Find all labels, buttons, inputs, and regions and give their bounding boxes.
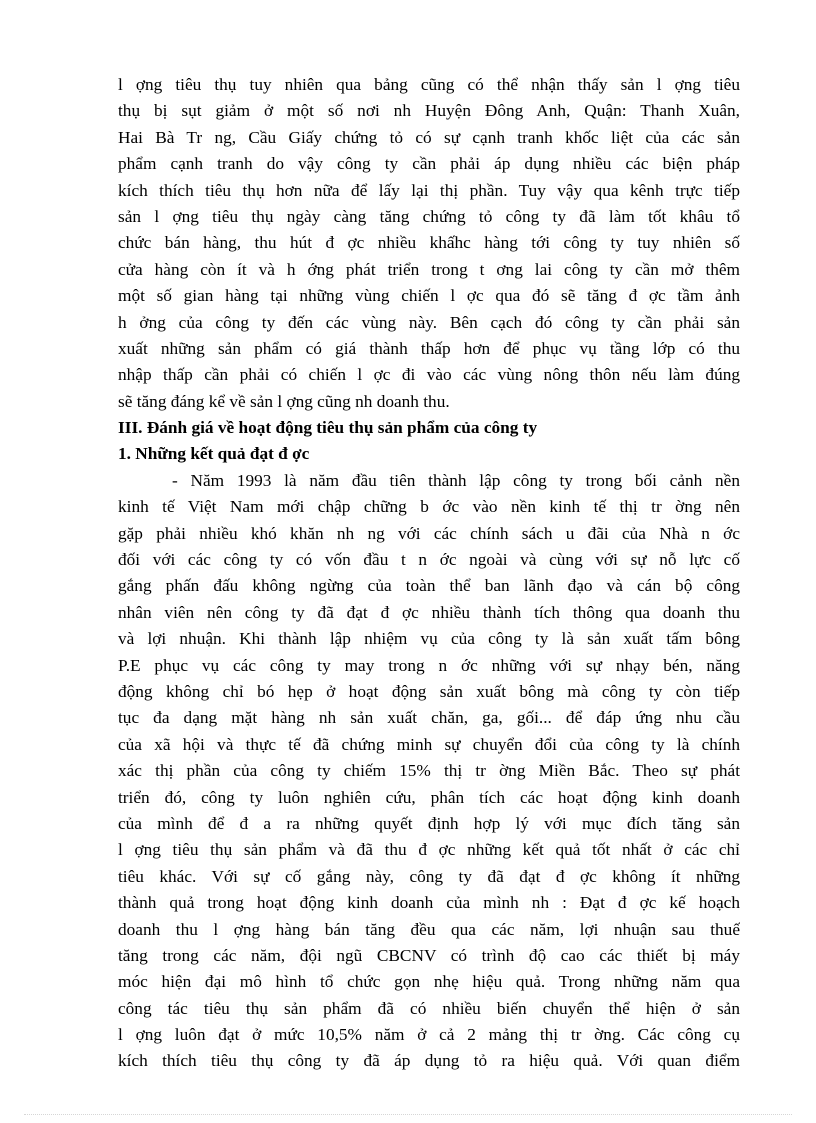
document-page [118, 72, 740, 1075]
text-line: phẩm cạnh tranh do vậy công ty cần phải áp dụng nhiều các biện pháp [118, 154, 740, 174]
text-line: tục đa dạng mặt hàng nh sản xuất chăn, ga, gối... để đáp ứng nhu cầu [118, 708, 740, 728]
text-line: kinh tế Việt Nam mới chập chững b ớc vào nền kinh tế thị tr ờng nên [118, 497, 740, 517]
text-line: nhân viên nên công ty đã đạt đ ợc nhiều thành tích thông qua doanh thu [118, 602, 740, 622]
text-line: thành quả trong hoạt động kinh doanh của mình nh : Đạt đ ợc kế hoạch [118, 893, 740, 913]
text-line: kích thích tiêu thụ hơn nữa để lấy lại thị phần. Tuy vậy qua kênh trực tiếp [118, 180, 740, 200]
text-line: tiêu khác. Với sự cố gắng này, công ty đã đạt đ ợc không ít những [118, 866, 740, 886]
text-line: đối với các công ty có vốn đầu t n ớc ngoài và cùng với sự nỗ lực cố [118, 550, 740, 570]
text-line: triển đó, công ty luôn nghiên cứu, phân tích các hoạt động kinh doanh [118, 787, 740, 807]
text-line: của xã hội và thực tế đã chứng minh sự chuyển đổi của công ty là chính [118, 734, 740, 754]
text-line: gặp phải nhiều khó khăn nh ng với các chính sách u đãi của Nhà n ớc [118, 523, 740, 543]
text-line: xác thị phần của công ty chiếm 15% thị tr ờng Miền Bắc. Theo sự phát [118, 761, 740, 781]
text-line: tăng trong các năm, đội ngũ CBCNV có trình độ cao các thiết bị máy [118, 945, 740, 965]
text-line: Hai Bà Tr ng, Cầu Giấy chứng tỏ có sự cạnh tranh khốc liệt của các sản [118, 127, 740, 147]
text-line: h ởng của công ty đến các vùng này. Bên cạch đó công ty cần phải sản [118, 312, 740, 332]
text-line: sẽ tăng đáng kể về sản l ợng cũng nh doanh thu. [118, 391, 450, 411]
paragraph-sales-analysis [118, 72, 740, 415]
paragraph-achievements [118, 468, 740, 1075]
text-line: gắng phấn đấu không ngừng của toàn thể ban lãnh đạo và cán bộ công [118, 576, 740, 596]
text-line: - Năm 1993 là năm đầu tiên thành lập công ty trong bối cảnh nền [172, 470, 740, 490]
text-line: cửa hàng còn ít và h ớng phát triển trong t ơng lai công ty cần mở thêm [118, 259, 740, 279]
section-heading: III. Đánh giá về hoạt động tiêu thụ sản phẩm của công ty [118, 418, 538, 438]
text-line: động không chỉ bó hẹp ở hoạt động sản xuất bông mà công ty còn tiếp [118, 681, 740, 701]
text-line: P.E phục vụ các công ty may trong n ớc những với sự nhạy bén, năng [118, 655, 740, 675]
text-line: xuất những sản phẩm có giá thành thấp hơn để phục vụ tầng lớp có thu [118, 338, 740, 358]
text-line: một số gian hàng tại những vùng chiến l ợc qua đó sẽ tăng đ ợc tầm ảnh [118, 286, 740, 306]
text-line: móc hiện đại mô hình tổ chức gọn nhẹ hiệu quả. Trong những năm qua [118, 972, 740, 992]
text-line: công tác tiêu thụ sản phẩm đã có nhiều biến chuyển thể hiện ở sản [118, 998, 740, 1018]
text-line: của mình để đ a ra những quyết định hợp lý với mục đích tăng sản [118, 813, 740, 833]
text-line: sản l ợng tiêu thụ ngày càng tăng chứng tỏ công ty đã làm tốt khâu tổ [118, 206, 740, 226]
text-line: kích thích tiêu thụ công ty đã áp dụng tỏ ra hiệu quả. Với quan điểm [118, 1051, 740, 1071]
text-line: l ợng tiêu thụ sản phẩm và đã thu đ ợc những kết quả tốt nhất ở các chỉ [118, 840, 740, 860]
page-bottom-rule [24, 1114, 792, 1115]
text-line: doanh thu l ợng hàng bán tăng đều qua các năm, lợi nhuận sau thuế [118, 919, 740, 939]
subsection-heading: 1. Những kết quả đạt đ ợc [118, 444, 310, 464]
text-line: l ợng luôn đạt ở mức 10,5% năm ở cả 2 mảng thị tr ờng. Các công cụ [118, 1025, 740, 1045]
text-line: và lợi nhuận. Khi thành lập nhiệm vụ của công ty là sản xuất tấm bông [118, 629, 740, 649]
text-line: nhập thấp cần phải có chiến l ợc đi vào các vùng nông thôn nếu làm đúng [118, 365, 740, 385]
text-line: l ợng tiêu thụ tuy nhiên qua bảng cũng có thể nhận thấy sản l ợng tiêu [118, 75, 740, 94]
text-line: thụ bị sụt giảm ở một số nơi nh Huyện Đông Anh, Quận: Thanh Xuân, [118, 101, 740, 121]
text-line: chức bán hàng, thu hút đ ợc nhiều khấhc hàng tới công ty tuy nhiên số [118, 233, 740, 253]
